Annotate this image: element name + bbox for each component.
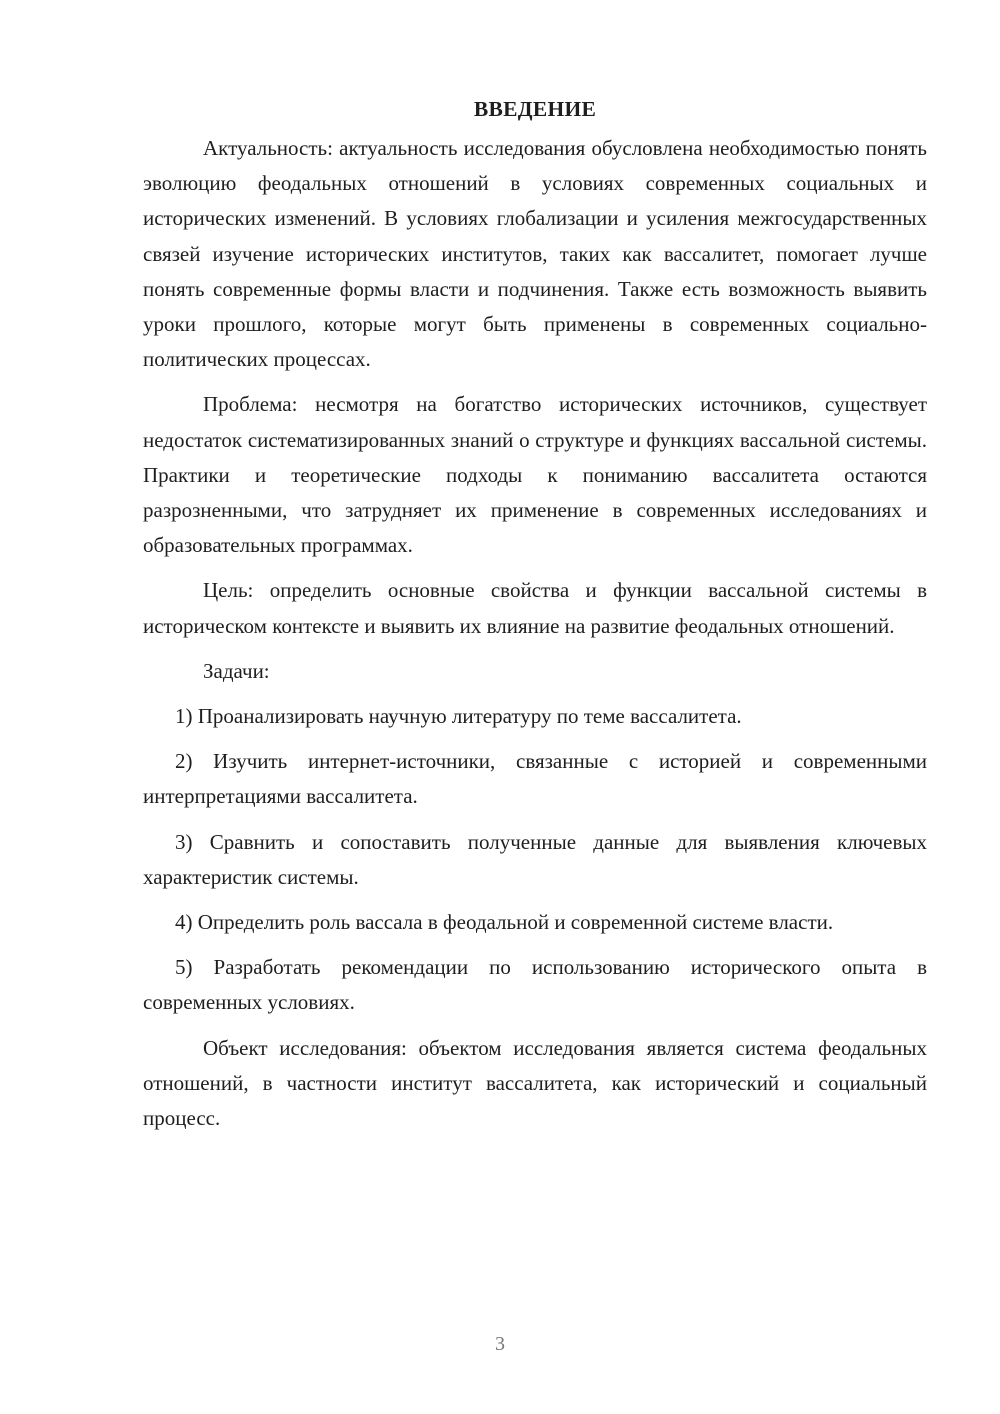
list-item: 4) Определить роль вассала в феодальной и современной системе власти. [175,910,834,935]
list-item: 2) Изучить интернет-источники, связанные с историей и современными интерпретациями вассалитета. [143,749,927,809]
page-title: ВВЕДЕНИЕ [473,97,597,121]
paragraph-tasks-heading: Задачи: [203,658,270,683]
paragraph-problem: Проблема: несмотря на богатство исторических источников, существует недостаток систематизированных знаний о структуре и функциях вассальной системы. Практики и теоретические подходы к пониманию вассалитета остаются разрозненными, что затрудняет их применение в современных исследованиях и образовательных программах. [143,392,927,558]
page-number: 3 [495,1333,505,1355]
list-item: 5) Разработать рекомендации по использованию исторического опыта в современных условиях. [143,955,927,1015]
list-item: 1) Проанализировать научную литературу по теме вассалитета. [175,704,742,729]
paragraph-goal: Цель: определить основные свойства и функции вассальной системы в историческом контексте и выявить их влияние на развитие феодальных отношений. [143,578,927,638]
page-content [143,92,927,1136]
list-item: 3) Сравнить и сопоставить полученные данные для выявления ключевых характеристик системы. [143,829,927,889]
paragraph-relevance: Актуальность: актуальность исследования обусловлена необходимостью понять эволюцию феодальных отношений в условиях современных социальных и исторических изменений. В условиях глобализации и усиления межгосударственных связей изучение исторических институтов, таких как вассалитет, помогает лучше понять современные формы власти и подчинения. Также есть возможность выявить уроки прошлого, которые могут быть применены в современных социально-политических процессах. [143,136,927,372]
paragraph-object: Объект исследования: объектом исследования является система феодальных отношений, в частности институт вассалитета, как исторический и социальный процесс. [143,1035,927,1131]
